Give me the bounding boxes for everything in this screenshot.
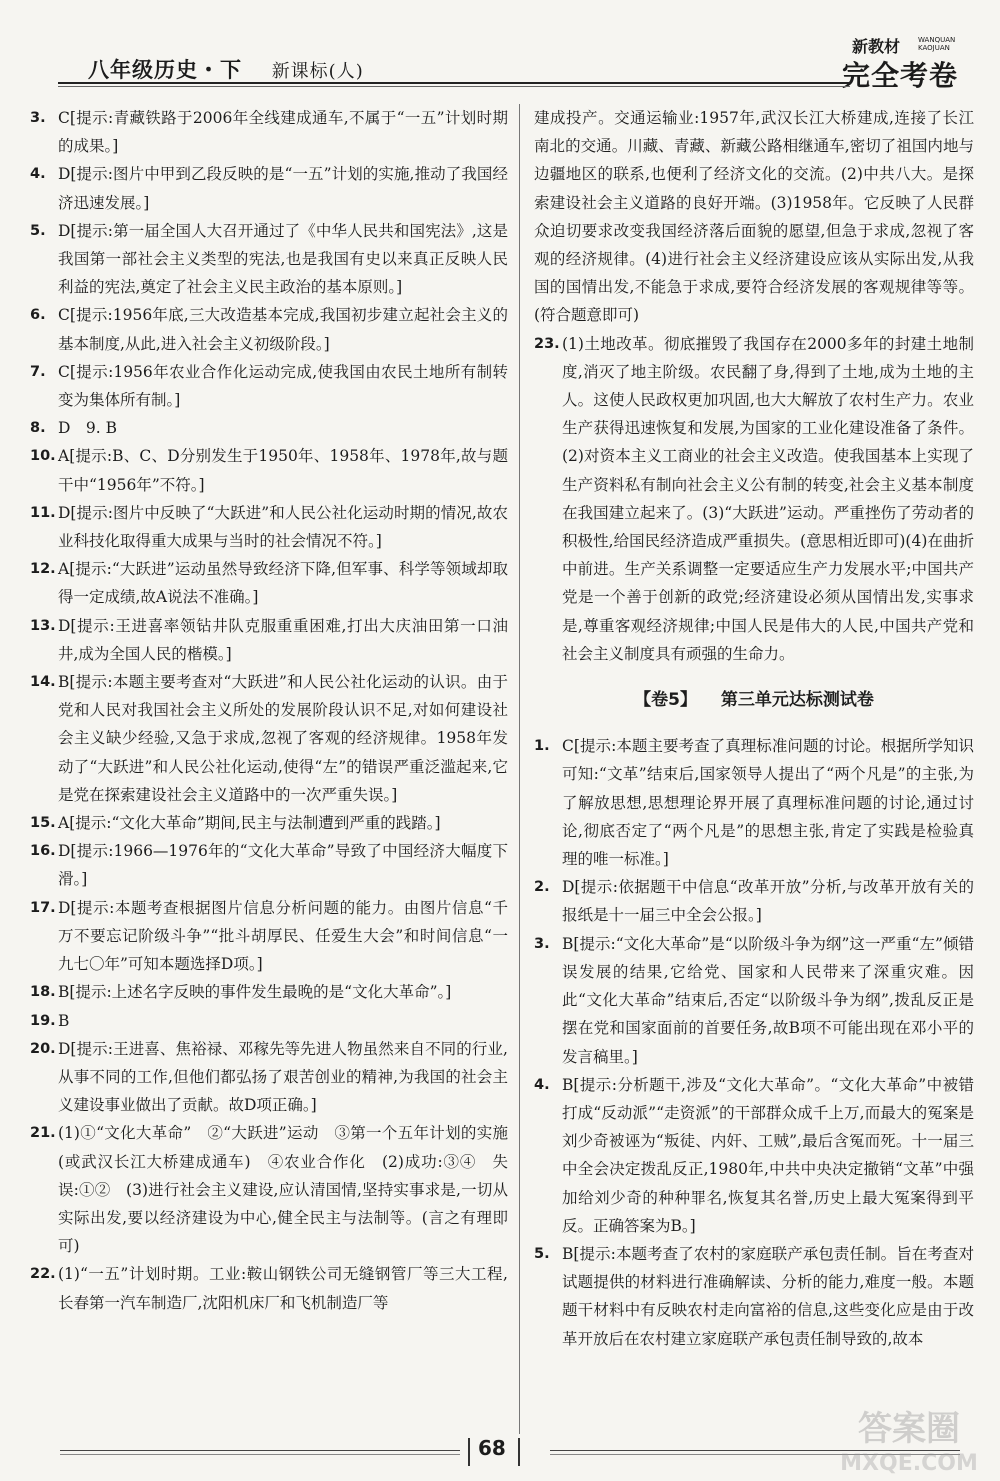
answer-item: [30, 499, 508, 555]
answer-number: 19.: [30, 1012, 56, 1029]
answer-text: B[提示:本题主要考查对“大跃进”和人民公社化运动的认识。由于党和人民对我国社会主义所处的发展阶段认识不足,对如何建设社会主义缺少经验,又急于求成,忽视了客观的经济规律。1958年发动了“大跃进”和人民公社化运动,使得“左”的错误严重泛滥起来,它是党在探索建设社会主义道路中的一次严重失误。]: [58, 673, 508, 804]
answer-item: [30, 104, 508, 160]
answer-item: [534, 732, 974, 873]
answer-number: 4.: [30, 166, 46, 183]
answer-item: [30, 612, 508, 668]
watermark-text: 答案圈: [858, 1409, 960, 1449]
answer-text: B[提示:本题考查了农村的家庭联产承包责任制。旨在考查对试题提供的材料进行准确解读、分析的能力,难度一般。本题题干材料中有反映农村走向富裕的信息,这些变化应是由于改革开放后在农村建立家庭联产承包责任制导致的,故本: [562, 1244, 974, 1348]
answer-item: [534, 330, 974, 668]
brand-pinyin: WANQUAN KAOJUAN: [918, 36, 956, 52]
answer-number: 22.: [30, 1266, 56, 1283]
answer-text: (1)土地改革。彻底摧毁了我国存在2000多年的封建土地制度,消灭了地主阶级。农民翻了身,得到了土地,成为土地的主人。这使人民政权更加巩固,也大大解放了农村生产力。农业生产获得迅速恢复和发展,为国家的工业化建设准备了条件。(2)对资本主义工商业的社会主义改造。使我国基本上实现了生产资料私有制向社会主义公有制的转变,社会主义基本制度在我国建立起来了。(3)“大跃进”运动。严重挫伤了劳动者的积极性,给国民经济造成严重损失。(意思相近即可)(4)在曲折中前进。生产关系调整一定要适应生产力发展水平;中国共产党是一个善于创新的政党;经济建设必须从国情出发,实事求是,尊重客观经济规律;中国人民是伟大的人民,中国共产党和社会主义制度具有顽强的生命力。: [562, 334, 974, 663]
answer-item: [30, 1119, 508, 1260]
answer-text: D[提示:1966—1976年的“文化大革命”导致了中国经济大幅度下滑。]: [58, 842, 508, 889]
answer-item: [30, 837, 508, 893]
answer-number: 14.: [30, 674, 56, 691]
answer-text: A[提示:“文化大革命”期间,民主与法制遭到严重的践踏。]: [58, 814, 441, 833]
watermark-logo: [821, 1400, 996, 1478]
answer-item: [30, 358, 508, 414]
answer-number: 3.: [30, 110, 46, 126]
right-answers-a: [534, 330, 974, 668]
answer-number: 7.: [30, 363, 46, 380]
answer-text: C[提示:本题主要考查了真理标准问题的讨论。根据所学知识可知:“文革”结束后,国家领导人提出了“两个凡是”的主张,为了解放思想,思想理论界开展了真理标准问题的讨论,通过讨论,彻底否定了“两个凡是”的思想主张,肯定了实践是检验真理的唯一标准。]: [562, 737, 974, 869]
page-number-bar-left: [468, 1438, 470, 1466]
section-name: 第三单元达标测试卷: [720, 690, 874, 711]
answer-number: 6.: [30, 307, 46, 324]
header-title: [88, 54, 364, 84]
answer-number: 15.: [30, 815, 56, 832]
answer-text: D[提示:王进喜率领钻井队克服重重困难,打出大庆油田第一口油井,成为全国人民的楷模。]: [58, 616, 508, 663]
answer-number: 21.: [30, 1125, 56, 1142]
answer-text: C[提示:1956年农业合作化运动完成,使我国由农民土地所有制转变为集体所有制。]: [58, 362, 508, 410]
answer-item: [30, 1007, 508, 1035]
answer-number: 11.: [30, 504, 56, 521]
answer-item: [30, 217, 508, 302]
answer-number: 2.: [534, 879, 550, 896]
left-column: [30, 104, 508, 1317]
answer-number: 10.: [30, 448, 56, 465]
answer-number: 8.: [30, 420, 46, 437]
answer-number: 1.: [534, 738, 550, 755]
brand-top-text: 新教材: [852, 37, 901, 56]
page-number-bar-right: [518, 1438, 520, 1466]
grade-label: 八年级历史・下: [88, 58, 242, 82]
answer-text: B[提示:分析题干,涉及“文化大革命”。“文化大革命”中被错打成“反动派”“走资派”的干部群众成千上万,而最大的冤案是刘少奇被诬为“叛徒、内奸、工贼”,最后含冤而死。十一届三中全会决定拨乱反正,1980年,中共中央决定撤销“文革”中强加给刘少奇的种种罪名,恢复其名誉,历史上最大冤案得到平反。正确答案为B。]: [562, 1075, 974, 1235]
section-title: [534, 686, 974, 714]
answer-item: [30, 414, 508, 442]
answer-text: A[提示:B、C、D分别发生于1950年、1958年、1978年,故与题干中“1956年”不符。]: [58, 447, 508, 494]
answer-item: [30, 301, 508, 357]
answer-number: 4.: [534, 1076, 550, 1093]
answer-item: [30, 1260, 508, 1316]
watermark-url: MXQE.COM: [840, 1451, 978, 1476]
answer-number: 16.: [30, 843, 56, 860]
right-column: [534, 104, 974, 1353]
column-divider: [519, 104, 520, 1434]
answer-text: (1)“一五”计划时期。工业:鞍山钢铁公司无缝钢管厂等三大工程,长春第一汽车制造厂,沈阳机床厂和飞机制造厂等: [58, 1265, 508, 1312]
answer-text: (1)①“文化大革命” ②“大跃进”运动 ③第一个五年计划的实施(或武汉长江大桥建成通车) ④农业合作化 (2)成功:③④ 失误:①② (3)进行社会主义建设,应认清国情,坚持实事求是,一切从实际出发,要以经济建设为中心,健全民主与法制等。(言之有理即可): [58, 1124, 508, 1256]
answer-text: D[提示:图片中甲到乙段反映的是“一五”计划的实施,推动了我国经济迅速发展。]: [58, 165, 508, 212]
answer-number: 12.: [30, 561, 56, 578]
answer-item: [30, 894, 508, 979]
answer-number: 20.: [30, 1040, 56, 1057]
footer-rule-left-thin: [60, 1454, 460, 1455]
right-answers-b: [534, 732, 974, 1352]
answer-text: C[提示:青藏铁路于2006年全线建成通车,不属于“一五”计划时期的成果。]: [58, 109, 508, 156]
answer-item: [534, 930, 974, 1071]
answer-number: 23.: [534, 335, 560, 352]
answer-text: D[提示:图片中反映了“大跃进”和人民公社化运动时期的情况,故农业科技化取得重大成果与当时的社会情况不符。]: [58, 503, 508, 551]
answer-number: 5.: [534, 1245, 550, 1262]
answer-text: C[提示:1956年底,三大改造基本完成,我国初步建立起社会主义的基本制度,从此,进入社会主义初级阶段。]: [58, 306, 508, 353]
answer-number: 3.: [534, 935, 550, 952]
answer-item: [30, 668, 508, 809]
answer-number: 17.: [30, 899, 56, 916]
answer-item: [534, 1240, 974, 1353]
header-rule-thin: [58, 86, 850, 87]
answer-text: D[提示:王进喜、焦裕禄、邓稼先等先进人物虽然来自不同的行业,从事不同的工作,但他们都弘扬了艰苦创业的精神,为我国的社会主义建设事业做出了贡献。故D项正确。]: [58, 1039, 508, 1115]
section-tag: 【卷5】: [634, 690, 697, 711]
answer-item: [30, 555, 508, 611]
brand-main-text: 完全考卷: [842, 59, 959, 92]
answer-item: [30, 978, 508, 1006]
answer-item: [30, 1035, 508, 1120]
answer-number: 13.: [30, 617, 56, 634]
answer-text: D[提示:第一届全国人大召开通过了《中华人民共和国宪法》,这是我国第一部社会主义类型的宪法,也是我国有史以来真正反映人民利益的宪法,奠定了社会主义民主政治的基本原则。]: [58, 221, 508, 297]
answer-22-continuation: 建成投产。交通运输业:1957年,武汉长江大桥建成,连接了长江南北的交通。川藏、青藏、新藏公路相继通车,密切了祖国内地与边疆地区的联系,也便利了经济文化的交流。(2)中共八大。是探索建设社会主义道路的良好开端。(3)1958年。它反映了人民群众迫切要求改变我国经济落后面貌的愿望,但急于求成,忽视了客观的经济规律。(4)进行社会主义经济建设应该从实际出发,从我国的国情出发,不能急于求成,要符合经济发展的客观规律等等。(符合题意即可): [534, 109, 974, 325]
page-number: 68: [478, 1436, 506, 1460]
header-rule: [58, 82, 850, 84]
answer-item: [534, 873, 974, 929]
answer-text: D 9. B: [58, 419, 118, 438]
answer-text: B[提示:“文化大革命”是“以阶级斗争为纲”这一严重“左”倾错误发展的结果,它给党、国家和人民带来了深重灾难。因此“文化大革命”结束后,否定“以阶级斗争为纲”,拨乱反正是摆在党和国家面前的首要任务,故B项不可能出现在邓小平的发言稿里。]: [562, 934, 974, 1066]
answer-text: B[提示:上述名字反映的事件发生最晚的是“文化大革命”。]: [58, 983, 452, 1002]
curriculum-label: 新课标(人): [271, 61, 364, 82]
answer-number: 18.: [30, 984, 56, 1001]
footer-rule-left: [60, 1450, 460, 1451]
answer-item: [30, 809, 508, 837]
answer-number: 5.: [30, 222, 46, 239]
answer-item: [534, 1071, 974, 1240]
answer-item: [30, 160, 508, 216]
answer-text: A[提示:“大跃进”运动虽然导致经济下降,但军事、科学等领域却取得一定成绩,故A说法不准确。]: [58, 560, 508, 607]
answer-text: D[提示:依据题干中信息“改革开放”分析,与改革开放有关的报纸是十一届三中全会公报。]: [562, 878, 974, 925]
answer-text: D[提示:本题考查根据图片信息分析问题的能力。由图片信息“千万不要忘记阶级斗争”“批斗胡厚民、任爱生大会”和时间信息“一九七〇年”可知本题选择D项。]: [58, 898, 508, 974]
brand-logo: [840, 30, 972, 92]
answer-item: [30, 442, 508, 498]
answer-text: B: [58, 1011, 70, 1030]
